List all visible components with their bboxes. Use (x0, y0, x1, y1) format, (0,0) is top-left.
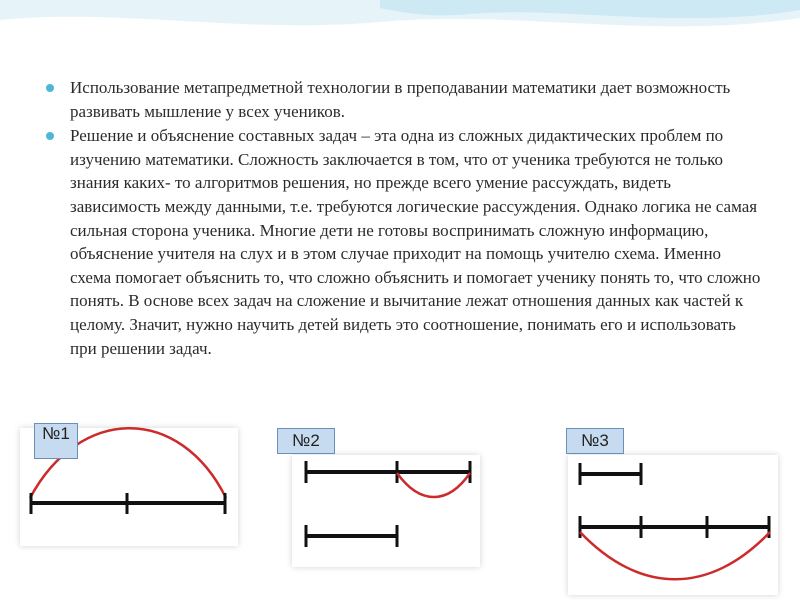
scheme-3-label: №3 (566, 428, 624, 454)
scheme-2-label: №2 (277, 428, 335, 454)
bullet-text: Использование метапредметной технологии в преподавании математики дает возможность развивать мышление у всех учеников. (70, 78, 731, 121)
bullet-text: Решение и объяснение составных задач – эта одна из сложных дидактических проблем по изучению математики. Сложность заключается в том, что от ученика требуются не только знания каких- то алгоритмов решения, но прежде всего умение рассуждать, видеть зависимость между данными, т.е. требуются логические рассуждения. Однако логика не самая сильная сторона ученика. Многие дети не готовы воспринимать сложную информацию, объяснение учителя на слух и в этом случае приходит на помощь учителю схема. Именно схема помогает объяснить то, что сложно объяснить и помогает ученику понять то, что сложно понять. В основе всех задач на сложение и вычитание лежат отношения данных как частей к целому. Значит, нужно научить детей видеть это соотношение, понимать его и использовать при решении задач. (70, 126, 761, 358)
scheme-1-label: №1 (34, 423, 78, 459)
scheme-3-whole-arc (580, 532, 770, 579)
